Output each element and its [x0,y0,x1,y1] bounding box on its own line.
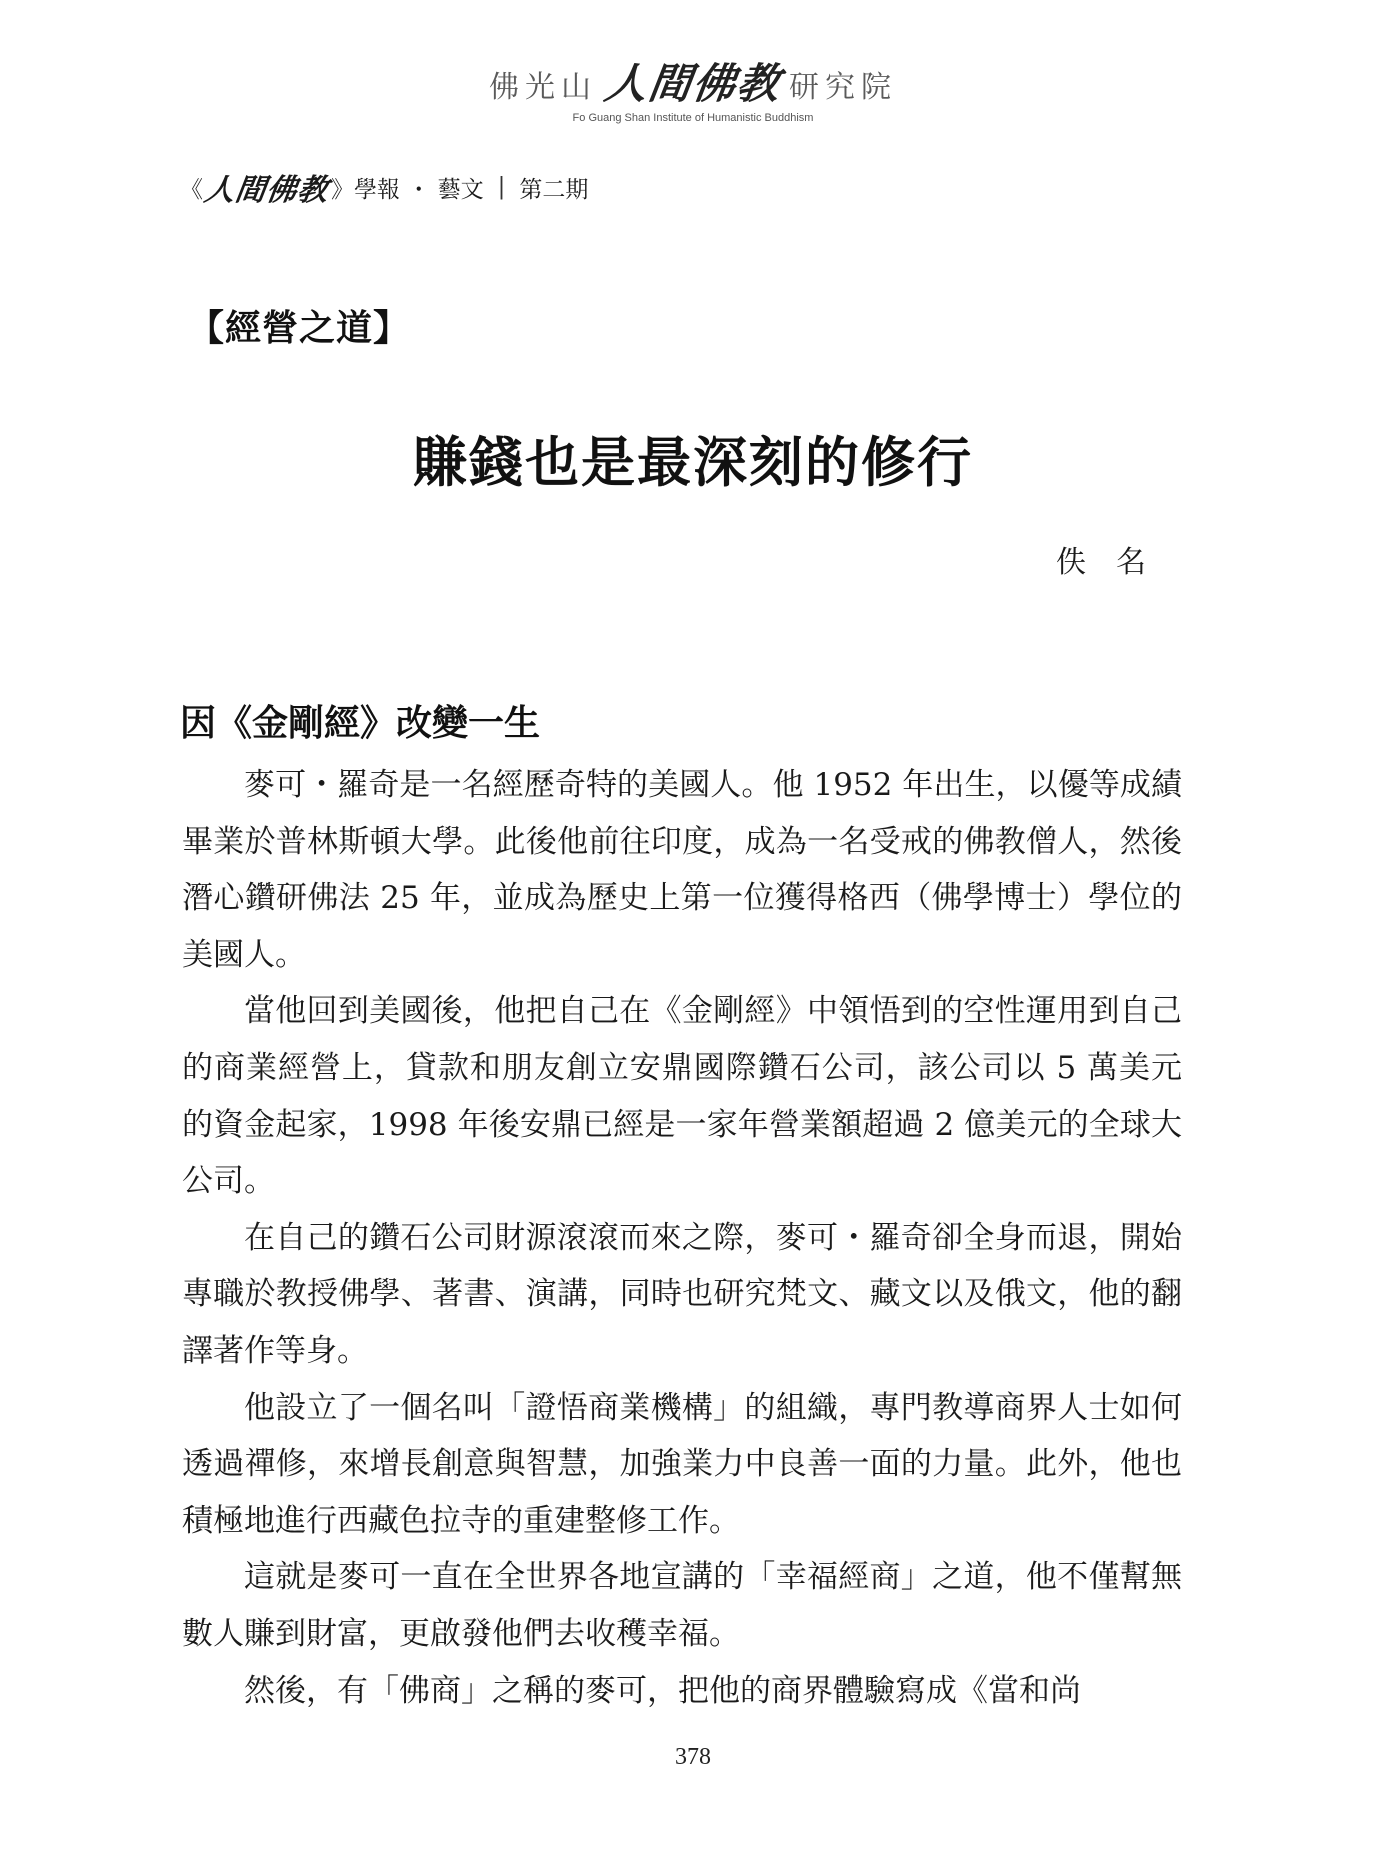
body-paragraph: 他設立了一個名叫「證悟商業機構」的組織，專門教導商界人士如何透過禪修，來增長創意與智慧，加強業力中良善一面的力量。此外，他也積極地進行西藏色拉寺的重建整修工作。 [182,1389,1182,1539]
body-paragraph: 然後，有「佛商」之稱的麥可，把他的商界體驗寫成《當和尚 [244,1672,1081,1709]
institute-english-name: Fo Guang Shan Institute of Humanistic Buddhism [572,112,814,124]
institute-logo: 人間佛教 [601,59,785,108]
journal-issue: 第二期 [519,176,589,203]
body-paragraph: 當他回到美國後，他把自己在《金剛經》中領悟到的空性運用到自己的商業經營上，貸款和朋友創立安鼎國際鑽石公司，該公司以 5 萬美元的資金起家，1998 年後安鼎已經是一家年營業額超過 2 億美元的全球大公司。 [182,993,1182,1200]
body-paragraph: 這就是麥可一直在全世界各地宣講的「幸福經商」之道，他不僅幫無數人賺到財富，更啟發他們去收穫幸福。 [182,1559,1182,1652]
institute-prefix: 佛光山 [488,70,597,105]
journal-name: 》學報 ・ 藝文 [331,176,484,203]
article-author: 佚名 [1056,545,1176,580]
journal-separator: | [497,174,506,200]
article-body [182,757,1182,1719]
column-tag: 【經營之道】 [188,307,411,349]
journal-logo: 人間佛教 [202,173,331,208]
institute-header [0,60,1386,124]
page-number: 378 [675,1744,711,1770]
institute-suffix: 研究院 [789,70,897,105]
journal-open-bracket: 《 [180,176,203,203]
institute-name [0,60,1386,108]
journal-header [180,165,588,209]
body-paragraph: 麥可・羅奇是一名經歷奇特的美國人。他 1952 年出生，以優等成績畢業於普林斯頓大學。此後他前往印度，成為一名受戒的佛教僧人，然後潛心鑽研佛法 25 年，並成為歷史上第一位獲得格西（佛學博士）學位的美國人。 [182,767,1182,973]
section-heading: 因《金剛經》改變一生 [180,702,541,744]
body-paragraph: 在自己的鑽石公司財源滾滾而來之際，麥可・羅奇卻全身而退，開始專職於教授佛學、著書、演講，同時也研究梵文、藏文以及俄文，他的翻譯著作等身。 [182,1219,1182,1369]
article-title: 賺錢也是最深刻的修行 [413,430,973,494]
